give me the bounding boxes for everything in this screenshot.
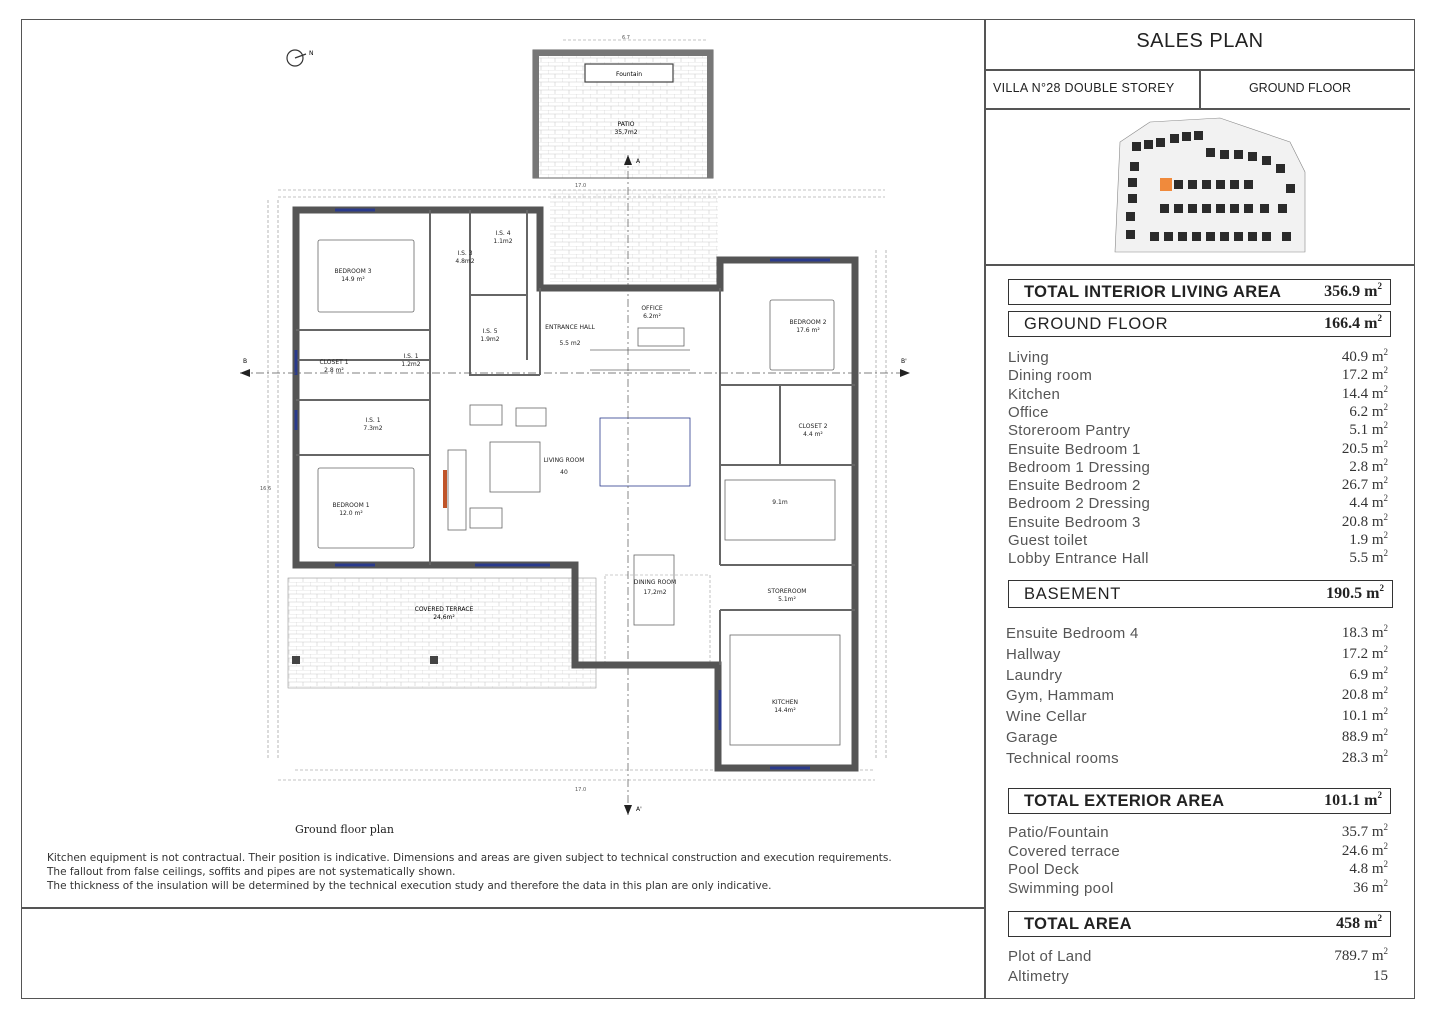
area-row-value: 2.8 $m^2$ [1349,456,1388,475]
area-row [1008,511,1388,532]
room-area: 12.0 m² [339,510,363,517]
room-label: I.S. 1 [403,353,419,360]
divider [986,108,1410,110]
area-row-name: Storeroom Pantry [1008,422,1131,440]
area-row-value: 17.2 $m^2$ [1341,365,1388,384]
area-row-value: 14.4 $m^2$ [1341,383,1388,402]
area-row-name: Ensuite Bedroom 3 [1008,513,1141,531]
area-row-value: 36 $m^2$ [1353,877,1388,896]
room-label: BEDROOM 3 [334,268,372,275]
room-area: 1.2m2 [401,361,421,368]
room-area: 6.2m² [643,313,661,320]
area-row-value: 10.1 $m^2$ [1341,706,1388,725]
area-row-name: Lobby Entrance Hall [1008,550,1149,568]
dim-label: 17.0 [575,183,587,189]
area-row-name: Wine Cellar [1006,708,1087,726]
total-interior-value: 356.9 $m^2$ [1324,281,1382,300]
room-label: Fountain [615,71,643,78]
area-row-value: 15 [1373,967,1388,984]
villa-28-highlight [1160,178,1172,191]
area-row-name: Ensuite Bedroom 1 [1008,440,1141,458]
covered-terrace [288,578,596,688]
total-exterior-box [1008,788,1391,814]
room-area: 14.9 m² [341,276,365,283]
area-row-name: Plot of Land [1008,948,1092,965]
room-area: 4.4 m² [803,431,823,438]
sales-plan-title: SALES PLAN [1136,30,1264,52]
area-row [1008,401,1388,422]
divider [986,264,1414,266]
plan-caption: Ground floor plan [295,823,394,836]
area-row-name: Covered terrace [1008,842,1121,860]
room-label: ENTRANCE HALL [545,324,595,331]
area-row [1006,729,1388,747]
area-row [1006,747,1388,768]
room-area: 24,6m² [433,614,455,621]
area-row-name: Office [1008,403,1049,421]
area-row-value: 24.6 $m^2$ [1341,840,1388,859]
room-label: I.S. 4 [495,230,511,237]
area-row-name: Laundry [1006,666,1063,684]
room-area: 5.5 m2 [559,340,581,347]
room-label: STOREROOM [767,588,807,595]
area-row [1008,861,1388,879]
area-row-value: 5.1 $m^2$ [1349,420,1388,439]
area-row [1006,625,1388,643]
area-row-value: 4.4 $m^2$ [1349,493,1388,512]
plan-notes [47,851,967,893]
basement-box [1008,580,1393,608]
area-row-value: 20.8 $m^2$ [1341,511,1388,530]
notes-divider [21,907,984,909]
total-interior-label: TOTAL INTERIOR LIVING AREA [1024,282,1282,301]
svg-text:B: B [243,358,248,365]
room-label: I.S. 3 [457,250,473,257]
area-row-value: 17.2 $m^2$ [1341,643,1388,662]
area-row-name: Swimming pool [1008,879,1114,897]
area-row-value: 20.8 $m^2$ [1341,685,1388,704]
floor-label: GROUND FLOOR [1248,81,1352,95]
basement-value: 190.5 $m^2$ [1326,583,1384,602]
basement-list [1006,625,1388,770]
area-row-name: Kitchen [1008,385,1061,403]
total-interior-box [1008,279,1391,305]
room-label: CLOSET 2 [798,423,828,430]
area-row-name: Bedroom 1 Dressing [1008,458,1151,476]
area-row [1006,687,1388,705]
villa-label: VILLA N°28 DOUBLE STOREY [993,81,1175,95]
area-row-value: 35.7 $m^2$ [1341,822,1388,840]
area-row [1008,477,1388,495]
area-row [1006,664,1388,685]
ground-floor-value: 166.4 $m^2$ [1324,313,1382,332]
column-divider [984,19,986,999]
room-label: I.S. 1 [365,417,381,424]
total-area-box [1008,911,1391,937]
room-label: DINING ROOM [633,579,677,586]
area-row [1006,708,1388,726]
area-row-name: Technical rooms [1006,749,1119,767]
total-area-list [1008,948,1388,990]
note-line: Kitchen equipment is not contractual. Their position is indicative. Dimensions and areas are given subject to technical construction and execution requirements. [47,852,892,864]
area-row-value: 40.9 $m^2$ [1341,347,1388,365]
area-row [1008,367,1388,385]
area-row [1008,550,1388,568]
area-row-name: Gym, Hammam [1006,687,1115,705]
room-label: I.S. 5 [482,328,498,335]
room-label: PATIO [617,121,635,128]
north-label: N [309,50,314,57]
area-row-value: 20.5 $m^2$ [1341,438,1388,457]
area-row-value: 789.7 $m^2$ [1334,946,1388,964]
room-area: 1.1m2 [493,238,513,245]
area-row [1006,643,1388,664]
area-row [1008,349,1388,367]
area-row [1008,422,1388,440]
room-area: 7.3m2 [363,425,383,432]
area-row [1008,824,1388,842]
room-label: BEDROOM 2 [789,319,827,326]
area-row-name: Ensuite Bedroom 4 [1006,625,1139,642]
area-row-value: 28.3 $m^2$ [1341,747,1388,766]
room-area: 4.8m2 [455,258,475,265]
dim-label: 16.6 [260,486,272,492]
room-area: 17.6 m² [796,327,820,334]
total-area-label: TOTAL AREA [1024,914,1132,933]
area-row-name: Guest toilet [1008,532,1088,549]
room-label: BEDROOM 1 [332,502,370,509]
room-label: COVERED TERRACE [414,606,474,613]
total-area-value: 458 $m^2$ [1336,913,1382,932]
room-area: 35,7m2 [614,129,638,136]
room-label: LIVING ROOM [543,457,585,464]
room-area: 9.1m [772,499,788,506]
area-row [1008,948,1388,966]
area-row-value: 6.9 $m^2$ [1349,664,1388,683]
north-arrow-icon [287,50,314,66]
area-row [1008,383,1388,404]
area-row-name: Pool Deck [1008,861,1080,878]
dim-label: 17.0 [575,787,587,793]
area-row [1008,438,1388,459]
exterior-list [1008,824,1388,899]
basement-label: BASEMENT [1024,584,1122,603]
area-row [1008,840,1388,861]
ground-floor-list [1008,349,1388,569]
area-row [1008,495,1388,513]
room-area: 14.4m² [774,707,796,714]
area-row-name: Altimetry [1008,967,1070,985]
room-area: 17,2m2 [643,589,667,596]
area-row-name: Living [1008,349,1049,366]
total-exterior-value: 101.1 $m^2$ [1324,790,1382,809]
svg-text:A: A [636,158,641,165]
area-row-name: Ensuite Bedroom 2 [1008,477,1141,495]
area-row-name: Garage [1006,729,1058,746]
area-row [1008,456,1388,477]
area-row-name: Dining room [1008,367,1093,385]
area-row [1008,877,1388,898]
ground-floor-box [1008,311,1391,337]
area-row-name: Bedroom 2 Dressing [1008,495,1151,513]
area-row-name: Hallway [1006,645,1061,663]
area-row [1008,532,1388,550]
area-row-value: 1.9 $m^2$ [1349,530,1388,548]
area-row-value: 18.3 $m^2$ [1341,623,1388,641]
room-label: KITCHEN [772,699,798,706]
area-row-value: 4.8 $m^2$ [1349,859,1388,877]
svg-text:A': A' [636,806,642,813]
floor-plan [30,30,980,840]
site-plan-map [1110,112,1310,260]
room-area: 5.1m² [778,596,796,603]
note-line: The fallout from false ceilings, soffits and pipes are not systematically shown. [47,866,456,878]
ground-floor-label: GROUND FLOOR [1024,314,1169,333]
area-row-value: 88.9 $m^2$ [1341,727,1388,745]
room-label: CLOSET 1 [319,359,349,366]
area-row-value: 5.5 $m^2$ [1349,548,1388,567]
svg-text:B': B' [901,358,907,365]
total-exterior-label: TOTAL EXTERIOR AREA [1024,791,1225,810]
area-row-value: 26.7 $m^2$ [1341,475,1388,494]
note-line: The thickness of the insulation will be determined by the technical execution study and therefore the data in this plan are only indicative. [47,880,772,892]
area-row-name: Patio/Fountain [1008,824,1109,841]
room-area: 2.8 m² [324,367,344,374]
dim-label: 6.7 [622,35,630,41]
room-label: OFFICE [641,305,663,312]
area-row-value: 6.2 $m^2$ [1349,401,1388,420]
room-area: 1.9m2 [480,336,500,343]
room-area: 40 [560,469,568,476]
area-row [1008,968,1388,986]
